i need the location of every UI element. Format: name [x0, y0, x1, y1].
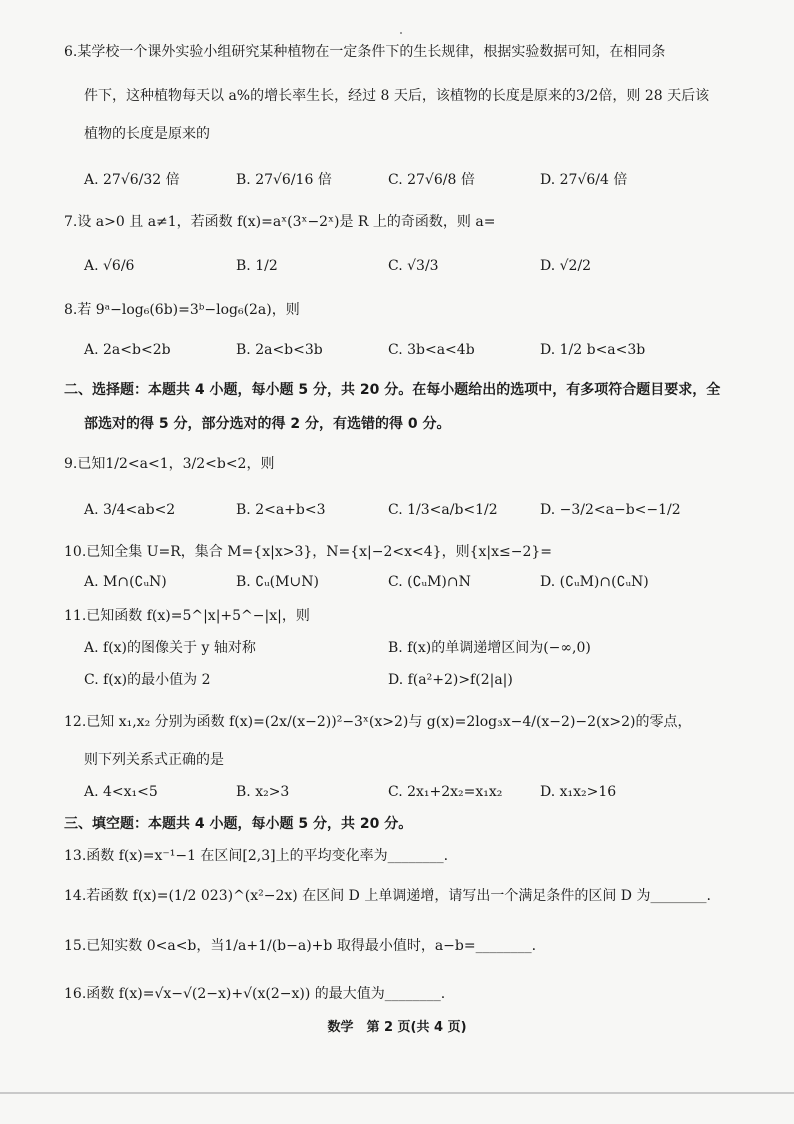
section2-heading-line2: 部选对的得 5 分，部分选对的得 2 分，有选错的得 0 分。 [84, 416, 451, 432]
q8-option-b: B. 2a<b<3b [236, 342, 323, 358]
q13: 13.函数 f(x)=x⁻¹−1 在区间[2,3]上的平均变化率为________. [64, 848, 449, 864]
q6-option-b: B. 27√6/16 倍 [236, 172, 332, 188]
scan-edge-divider [0, 1092, 794, 1094]
q11-option-b: B. f(x)的单调递增区间为(−∞,0) [388, 640, 591, 656]
q12-option-b: B. x₂>3 [236, 784, 290, 800]
q11-option-c: C. f(x)的最小值为 2 [84, 672, 211, 688]
q12-option-a: A. 4<x₁<5 [84, 784, 158, 800]
q10-stem: 10.已知全集 U=R，集合 M={x|x>3}，N={x|−2<x<4}，则{x|x≤−2}= [64, 544, 552, 560]
q10-option-c: C. (∁ᵤM)∩N [388, 574, 471, 590]
q7-option-d: D. √2/2 [540, 258, 592, 274]
q8-option-d: D. 1/2 b<a<3b [540, 342, 646, 358]
q10-option-b: B. ∁ᵤ(M∪N) [236, 574, 319, 590]
section2-heading-line1: 二、选择题：本题共 4 小题，每小题 5 分，共 20 分。在每小题给出的选项中，有多项符合题目要求，全 [64, 382, 721, 398]
q9-option-c: C. 1/3<a/b<1/2 [388, 502, 498, 518]
q6-line1: 6.某学校一个课外实验小组研究某种植物在一定条件下的生长规律，根据实验数据可知，在相同条 [64, 44, 666, 60]
scan-dot [400, 32, 402, 34]
q7-option-c: C. √3/3 [388, 258, 439, 274]
q7-option-a: A. √6/6 [84, 258, 135, 274]
q6-option-a: A. 27√6/32 倍 [84, 172, 180, 188]
q6-option-d: D. 27√6/4 倍 [540, 172, 628, 188]
q9-option-a: A. 3/4<ab<2 [84, 502, 176, 518]
q16: 16.函数 f(x)=√x−√(2−x)+√(x(2−x)) 的最大值为________. [64, 986, 446, 1002]
page-footer: 数学 第 2 页(共 4 页) [327, 1020, 467, 1035]
q11-option-a: A. f(x)的图像关于 y 轴对称 [84, 640, 256, 656]
q12-option-d: D. x₁x₂>16 [540, 784, 617, 800]
q15: 15.已知实数 0<a<b，当1/a+1/(b−a)+b 取得最小值时，a−b=________. [64, 938, 537, 954]
q9-option-d: D. −3/2<a−b<−1/2 [540, 502, 681, 518]
q12-option-c: C. 2x₁+2x₂=x₁x₂ [388, 784, 503, 800]
q7-stem: 7.设 a>0 且 a≠1，若函数 f(x)=aˣ(3ˣ−2ˣ)是 R 上的奇函数，则 a= [64, 214, 496, 230]
q11-option-d: D. f(a²+2)>f(2|a|) [388, 672, 513, 688]
q14: 14.若函数 f(x)=(1/2 023)^(x²−2x) 在区间 D 上单调递增，请写出一个满足条件的区间 D 为________. [64, 888, 711, 904]
q8-option-a: A. 2a<b<2b [84, 342, 171, 358]
q8-stem: 8.若 9ᵃ−log₆(6b)=3ᵇ−log₆(2a)，则 [64, 302, 300, 318]
q6-line3: 植物的长度是原来的 [84, 126, 210, 142]
q12-line2: 则下列关系式正确的是 [84, 752, 224, 768]
q6-line2: 件下，这种植物每天以 a%的增长率生长，经过 8 天后，该植物的长度是原来的3/2倍，则 28 天后该 [84, 88, 710, 104]
q10-option-a: A. M∩(∁ᵤN) [84, 574, 167, 590]
q11-stem: 11.已知函数 f(x)=5^|x|+5^−|x|，则 [64, 608, 310, 624]
q9-stem: 9.已知1/2<a<1，3/2<b<2，则 [64, 456, 275, 472]
q12-line1: 12.已知 x₁,x₂ 分别为函数 f(x)=(2x/(x−2))²−3ˣ(x>2)与 g(x)=2log₃x−4/(x−2)−2(x>2)的零点， [64, 714, 692, 730]
q6-option-c: C. 27√6/8 倍 [388, 172, 475, 188]
q8-option-c: C. 3b<a<4b [388, 342, 475, 358]
q7-option-b: B. 1/2 [236, 258, 278, 274]
section3-heading: 三、填空题：本题共 4 小题，每小题 5 分，共 20 分。 [64, 816, 413, 832]
q9-option-b: B. 2<a+b<3 [236, 502, 326, 518]
q10-option-d: D. (∁ᵤM)∩(∁ᵤN) [540, 574, 649, 590]
